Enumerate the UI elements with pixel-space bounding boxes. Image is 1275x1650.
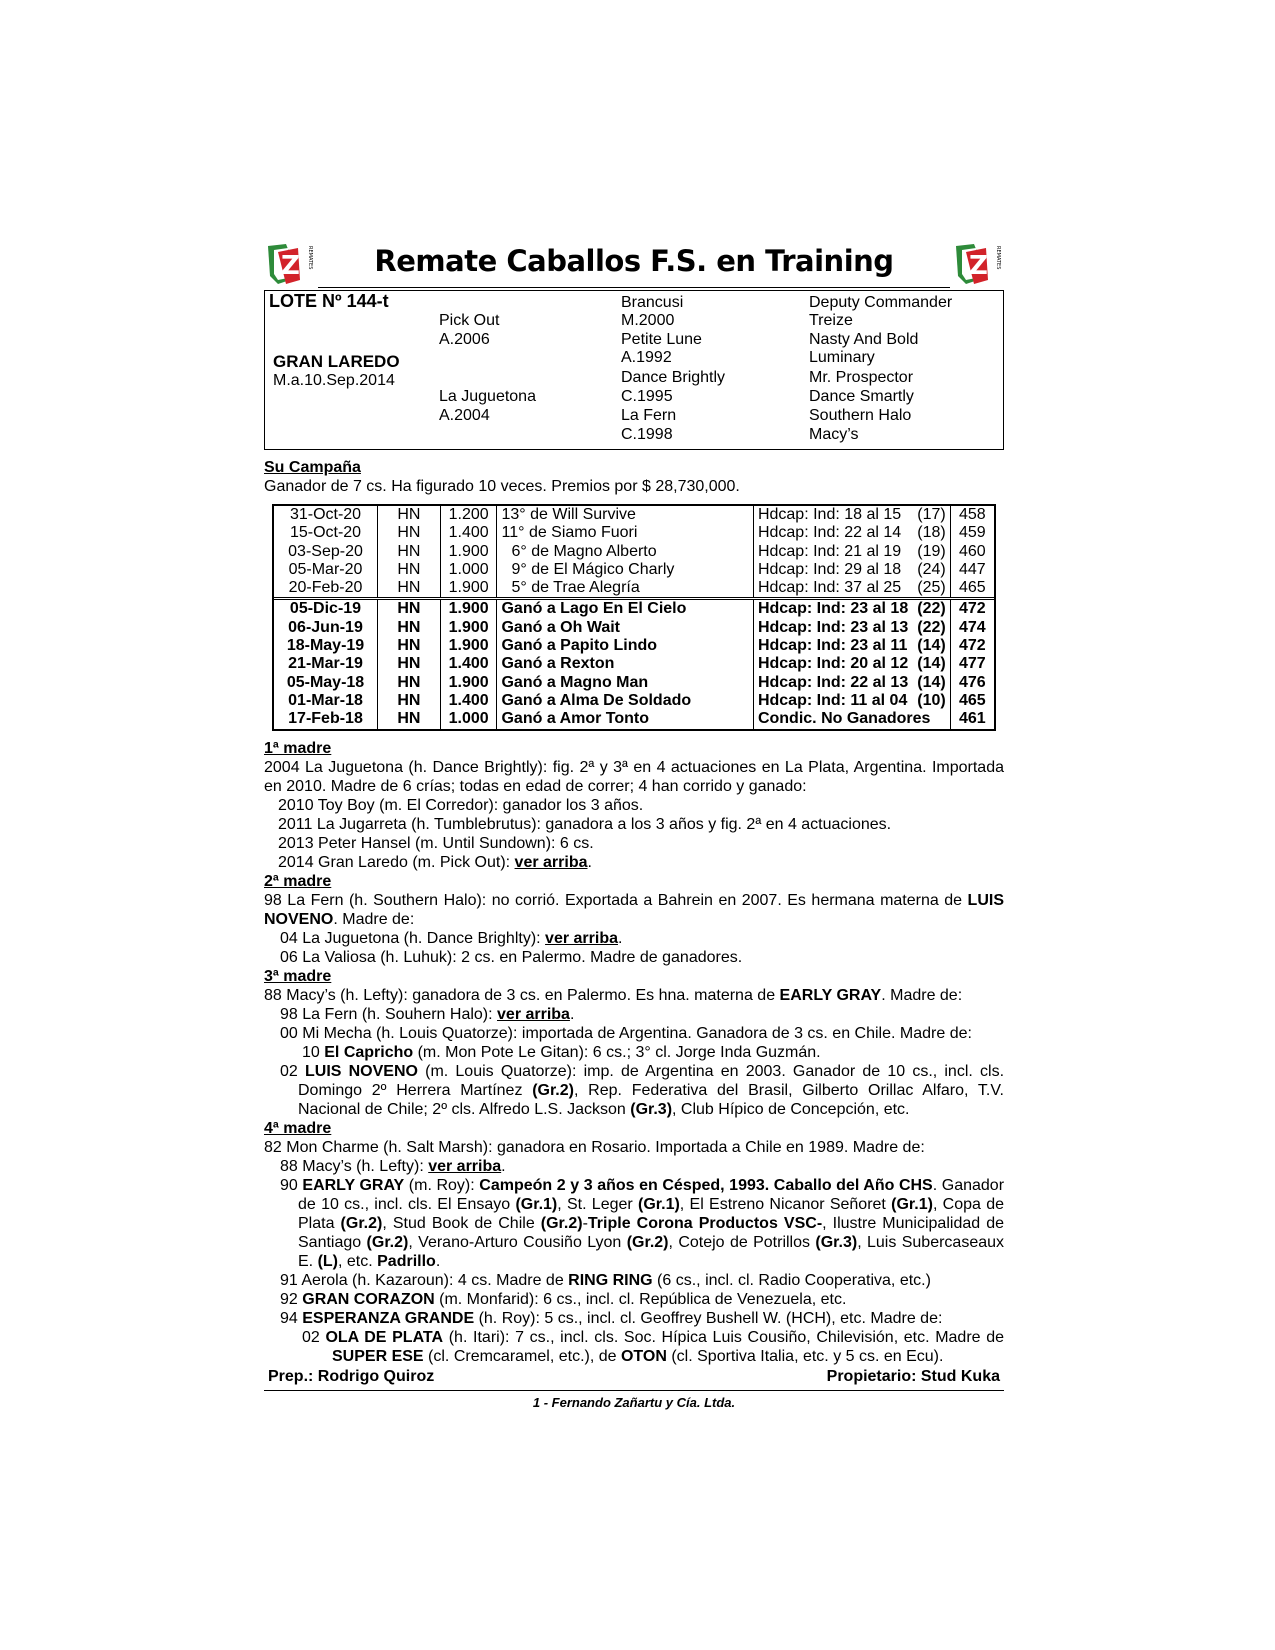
race-condition: Hdcap: Ind: 23 al 11 (14) — [753, 637, 950, 655]
grandsire-2: Dance Brightly — [621, 369, 726, 386]
granddam-2: La Fern — [621, 407, 677, 424]
race-result: Ganó a Lago En El Cielo — [497, 599, 753, 619]
sire-year: A.2006 — [439, 331, 490, 348]
race-row — [274, 692, 994, 710]
dam3-produce: 02 LUIS NOVENO (m. Louis Quatorze): imp. de Argentina en 2003. Ganador de 10 cs., incl. cls. Domingo 2º Herrera Martínez (Gr.2), Rep. Federativa del Brasil, Gilberto Orillac Alfaro, T.V. Nacional de Chile; 2º cls. Alfredo L.S. Jackson (Gr.3), Club Hípico de Concepción, etc. — [280, 1062, 1005, 1118]
race-track: HN — [378, 524, 441, 542]
header-rule — [318, 287, 950, 288]
race-condition: Condic. No Ganadores — [753, 710, 950, 728]
race-distance: 1.200 — [440, 506, 497, 524]
race-weight: 459 — [958, 524, 986, 542]
race-row — [274, 599, 994, 619]
race-weight: 477 — [958, 655, 986, 673]
ggparent: Dance Smartly — [809, 388, 914, 405]
race-row — [274, 579, 994, 599]
race-record-table — [272, 504, 996, 731]
dam2-produce: 04 La Juguetona (h. Dance Brighlty): ver arriba. — [280, 929, 623, 947]
race-track: HN — [378, 674, 441, 692]
race-row — [274, 619, 994, 637]
race-result: Ganó a Rexton — [497, 655, 753, 673]
horse-name: GRAN LAREDO — [273, 352, 400, 371]
race-date: 17-Feb-18 — [274, 710, 378, 728]
grandsire-2-year: C.1995 — [621, 388, 673, 405]
race-date: 05-May-18 — [274, 674, 378, 692]
race-result: 9° de El Mágico Charly — [497, 561, 753, 579]
company-name: 1 - Fernando Zañartu y Cía. Ltda. — [532, 1394, 736, 1410]
race-distance: 1.900 — [440, 674, 497, 692]
race-condition: Hdcap: Ind: 22 al 13 (14) — [753, 674, 950, 692]
race-track: HN — [378, 561, 441, 579]
granddam-1: Petite Lune — [621, 331, 702, 348]
race-weight: 476 — [958, 673, 986, 691]
race-result: 11° de Siamo Fuori — [497, 524, 753, 542]
grandsire-1: Brancusi — [621, 294, 684, 311]
dam4-grandproduce: 02 OLA DE PLATA (h. Itari): 7 cs., incl. cls. Soc. Hípica Luis Cousiño, Chilevisión, etc. Madre de SUPER ESE (cl. Cremcaramel, etc.), de OTON (cl. Sportiva Italia, etc. y 5 cs. en Ecu). — [302, 1328, 1004, 1365]
race-track: HN — [378, 619, 441, 637]
race-track: HN — [378, 599, 441, 619]
race-result: 5° de Trae Alegría — [497, 579, 753, 599]
dam4-produce: 91 Aerola (h. Kazaroun): 4 cs. Madre de RING RING (6 cs., incl. cl. Radio Cooperativa, etc.) — [280, 1271, 931, 1289]
pedigree-box — [264, 290, 1004, 450]
race-condition: Hdcap: Ind: 23 al 13 (22) — [753, 619, 950, 637]
race-row — [274, 637, 994, 655]
page-footer — [264, 1368, 1004, 1390]
race-weight: 465 — [958, 579, 986, 597]
dam3-produce: 98 La Fern (h. Souhern Halo): ver arriba. — [280, 1005, 575, 1023]
race-result: 6° de Magno Alberto — [497, 543, 753, 561]
trainer: Prep.: Rodrigo Quiroz — [268, 1367, 435, 1385]
dam2-intro: 98 La Fern (h. Southern Halo): no corrió. Exportada a Bahrein en 2007. Es hermana materna de LUIS NOVENO. Madre de: — [264, 891, 1004, 928]
race-condition: Hdcap: Ind: 11 al 04 (10) — [753, 692, 950, 710]
race-distance: 1.900 — [440, 543, 497, 561]
ggparent: Mr. Prospector — [809, 369, 914, 386]
race-row — [274, 524, 994, 542]
dam1-heading: 1ª madre — [264, 739, 332, 757]
race-weight: 472 — [950, 599, 994, 619]
race-result: Ganó a Magno Man — [497, 674, 753, 692]
race-result: Ganó a Papito Lindo — [497, 637, 753, 655]
ggparent: Luminary — [809, 349, 875, 366]
race-row — [274, 655, 994, 673]
page-title: Remate Caballos F.S. en Training — [374, 244, 894, 278]
page-header — [264, 240, 1004, 290]
dam4-intro: 82 Mon Charme (h. Salt Marsh): ganadora en Rosario. Importada a Chile en 1989. Madre de: — [264, 1138, 925, 1156]
race-condition: Hdcap: Ind: 29 al 18 (24) — [753, 561, 950, 579]
race-row — [274, 561, 994, 579]
race-distance: 1.400 — [440, 655, 497, 673]
race-condition: Hdcap: Ind: 22 al 14 (18) — [753, 524, 950, 542]
dam1-intro: 2004 La Juguetona (h. Dance Brightly): fig. 2ª y 3ª en 4 actuaciones en La Plata, Argentina. Importada en 2010. Madre de 6 crías; todas en edad de correr; 4 han corrido y ganado: — [264, 758, 1004, 795]
dam-year: A.2004 — [439, 407, 490, 424]
race-distance: 1.000 — [440, 561, 497, 579]
race-track: HN — [378, 506, 441, 524]
race-condition: Hdcap: Ind: 20 al 12 (14) — [753, 655, 950, 673]
svg-text:REMATES: REMATES — [995, 246, 1001, 270]
race-row — [274, 543, 994, 561]
race-result: Ganó a Alma De Soldado — [497, 692, 753, 710]
race-date: 31-Oct-20 — [274, 506, 378, 524]
race-track: HN — [378, 692, 441, 710]
race-weight: 447 — [958, 560, 986, 578]
horse-birth: M.a.10.Sep.2014 — [273, 372, 395, 389]
ggparent: Deputy Commander — [809, 294, 953, 311]
race-track: HN — [378, 579, 441, 599]
dam4-produce: 88 Macy’s (h. Lefty): ver arriba. — [280, 1157, 506, 1175]
race-track: HN — [378, 543, 441, 561]
catalog-page — [264, 240, 1004, 1410]
dam: La Juguetona — [439, 388, 536, 405]
remates-logo-icon — [952, 240, 1004, 286]
race-weight: 474 — [958, 618, 986, 636]
dam1-produce: 2013 Peter Hansel (m. Until Sundown): 6 cs. — [278, 834, 594, 852]
race-weight: 460 — [958, 542, 986, 560]
dam4-produce: 92 GRAN CORAZON (m. Monfarid): 6 cs., incl. cl. República de Venezuela, etc. — [280, 1290, 847, 1308]
dam2-produce: 06 La Valiosa (h. Luhuk): 2 cs. en Palermo. Madre de ganadores. — [280, 948, 743, 966]
dam3-produce: 00 Mi Mecha (h. Louis Quatorze): importada de Argentina. Ganadora de 3 cs. en Chile. Madre de: — [280, 1024, 972, 1042]
race-track: HN — [378, 710, 441, 728]
granddam-1-year: A.1992 — [621, 349, 672, 366]
race-distance: 1.400 — [440, 692, 497, 710]
race-date: 05-Dic-19 — [274, 599, 378, 619]
dam3-grandproduce: 10 El Capricho (m. Mon Pote Le Gitan): 6 cs.; 3° cl. Jorge Inda Guzmán. — [302, 1043, 821, 1061]
footer-rule — [264, 1390, 1004, 1391]
race-condition: Hdcap: Ind: 23 al 18 (22) — [753, 599, 950, 619]
dam3-heading: 3ª madre — [264, 967, 332, 985]
see-above-link: ver arriba — [514, 853, 588, 871]
svg-text:Z: Z — [969, 251, 988, 281]
svg-text:REMATES: REMATES — [307, 246, 313, 270]
owner: Propietario: Stud Kuka — [826, 1367, 1000, 1385]
race-row — [274, 674, 994, 692]
race-result: Ganó a Amor Tonto — [497, 710, 753, 728]
race-date: 21-Mar-19 — [274, 655, 378, 673]
race-result: 13° de Will Survive — [497, 506, 753, 524]
race-weight: 465 — [958, 691, 986, 709]
dam1-produce: 2014 Gran Laredo (m. Pick Out): ver arriba. — [278, 853, 592, 871]
dam1-produce: 2011 La Jugarreta (h. Tumblebrutus): ganadora a los 3 años y fig. 2ª en 4 actuaciones. — [278, 815, 892, 833]
granddam-2-year: C.1998 — [621, 426, 673, 443]
race-result: Ganó a Oh Wait — [497, 619, 753, 637]
remates-logo-icon — [264, 240, 316, 286]
race-date: 20-Feb-20 — [274, 579, 378, 599]
race-date: 15-Oct-20 — [274, 524, 378, 542]
race-distance: 1.900 — [440, 579, 497, 599]
campaign-heading: Su Campaña — [264, 459, 361, 476]
race-weight: 461 — [958, 710, 986, 728]
race-date: 05-Mar-20 — [274, 561, 378, 579]
race-row — [274, 506, 994, 524]
dam2-heading: 2ª madre — [264, 872, 332, 890]
lot-number: LOTE Nº 144-t — [269, 291, 389, 311]
race-distance: 1.000 — [440, 710, 497, 728]
race-date: 06-Jun-19 — [274, 619, 378, 637]
svg-text:Z: Z — [281, 251, 300, 281]
race-condition: Hdcap: Ind: 21 al 19 (19) — [753, 543, 950, 561]
ggparent: Macy’s — [809, 426, 859, 443]
sire: Pick Out — [439, 312, 500, 329]
ggparent: Treize — [809, 312, 853, 329]
race-date: 18-May-19 — [274, 637, 378, 655]
race-weight: 472 — [958, 637, 986, 655]
race-date: 01-Mar-18 — [274, 692, 378, 710]
ggparent: Southern Halo — [809, 407, 912, 424]
race-distance: 1.400 — [440, 524, 497, 542]
campaign-summary: Ganador de 7 cs. Ha figurado 10 veces. Premios por $ 28,730,000. — [264, 478, 740, 495]
race-weight: 458 — [958, 506, 986, 523]
race-row — [274, 710, 994, 728]
race-condition: Hdcap: Ind: 37 al 25 (25) — [753, 579, 950, 599]
dam1-produce: 2010 Toy Boy (m. El Corredor): ganador los 3 años. — [278, 796, 644, 814]
race-condition: Hdcap: Ind: 18 al 15 (17) — [753, 506, 950, 524]
grandsire-1-year: M.2000 — [621, 312, 675, 329]
race-distance: 1.900 — [440, 619, 497, 637]
race-distance: 1.900 — [440, 599, 497, 619]
race-track: HN — [378, 637, 441, 655]
early-gray-entry: 90 EARLY GRAY (m. Roy): Campeón 2 y 3 años en Césped, 1993. Caballo del Año CHS. Ganador de 10 cs., incl. cls. El Ensayo (Gr.1), St. Leger (Gr.1), El Estreno Nicanor Señoret (Gr.1), Copa de Plata (Gr.2), Stud Book de Chile (Gr.2)-Triple Corona Productos VSC-, Ilustre Municipalidad de Santiago (Gr.2), Verano-Arturo Cousiño Lyon (Gr.2), Cotejo de Potrillos (Gr.3), Luis Subercaseaux E. (L), etc. Padrillo. — [280, 1176, 1005, 1270]
race-track: HN — [378, 655, 441, 673]
dam3-intro: 88 Macy’s (h. Lefty): ganadora de 3 cs. en Palermo. Es hna. materna de EARLY GRAY. Madre de: — [264, 986, 963, 1004]
dam4-heading: 4ª madre — [264, 1119, 332, 1137]
race-distance: 1.900 — [440, 637, 497, 655]
dam4-produce: 94 ESPERANZA GRANDE (h. Roy): 5 cs., incl. cl. Geoffrey Bushell W. (HCH), etc. Madre de: — [280, 1309, 943, 1327]
ggparent: Nasty And Bold — [809, 331, 919, 348]
race-date: 03-Sep-20 — [274, 543, 378, 561]
